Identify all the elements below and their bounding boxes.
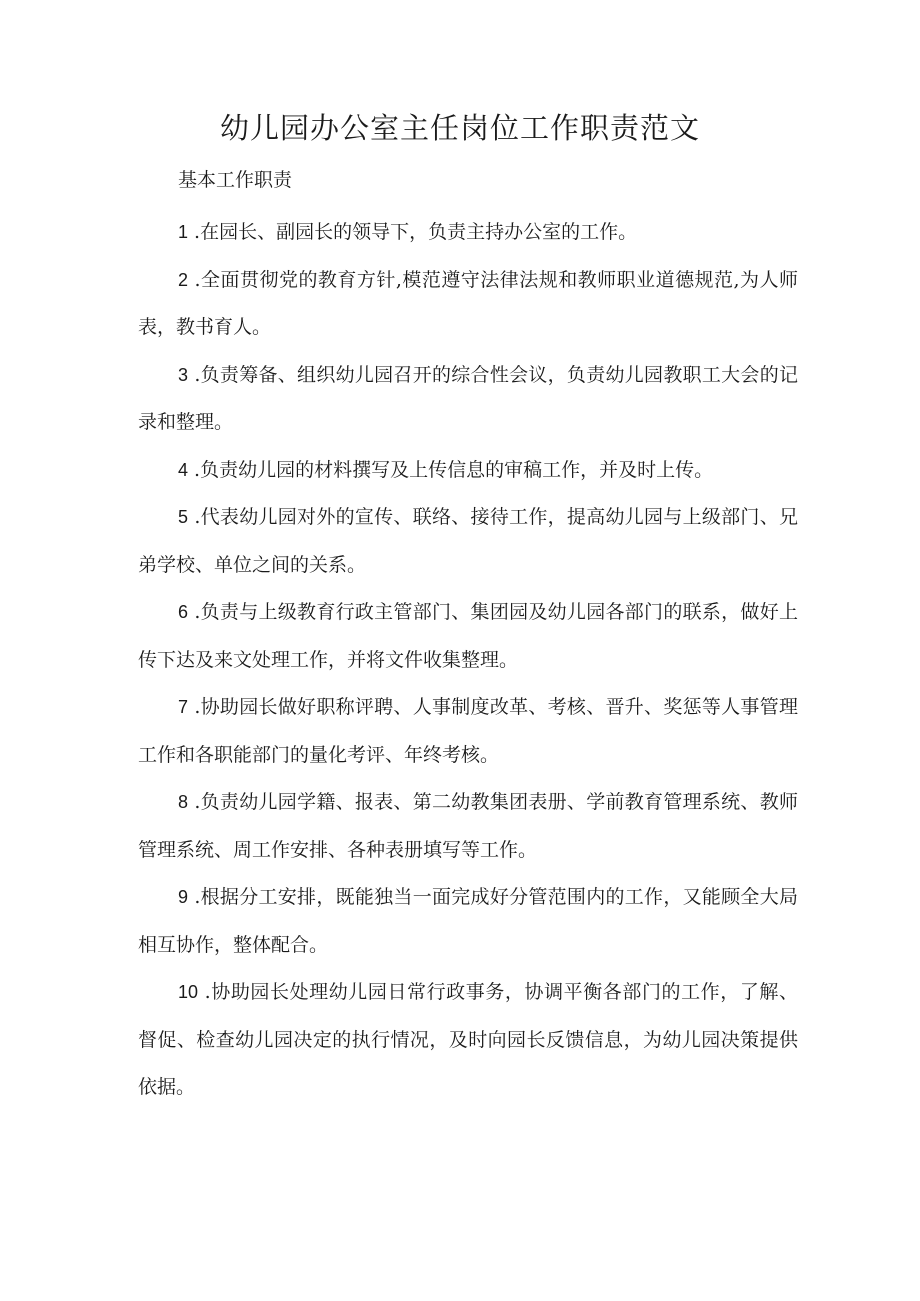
item-text: .在园长、副园长的领导下，负责主持办公室的工作。: [188, 221, 638, 243]
duty-item: [138, 684, 798, 779]
item-text: .负责幼儿园学籍、报表、第二幼教集团表册、学前教育管理系统、教师管理系统、周工作安排、各种表册填写等工作。: [138, 791, 798, 861]
item-number: 7: [178, 697, 189, 717]
item-text: .协助园长处理幼儿园日常行政事务，协调平衡各部门的工作，了解、督促、检查幼儿园决定的执行情况，及时向园长反馈信息，为幼儿园决策提供依据。: [138, 981, 798, 1098]
duty-item: [138, 969, 798, 1112]
item-text: .协助园长做好职称评聘、人事制度改革、考核、晋升、奖惩等人事管理工作和各职能部门的量化考评、年终考核。: [138, 696, 798, 766]
item-number: 1: [178, 222, 189, 242]
item-text: .根据分工安排，既能独当一面完成好分管范围内的工作，又能顾全大局相互协作，整体配合。: [138, 886, 798, 956]
page-title: 幼儿园办公室主任岗位工作职责范文: [219, 111, 700, 145]
item-number: 6: [178, 602, 189, 622]
item-number: 8: [178, 792, 189, 812]
item-number: 2: [178, 269, 189, 290]
item-number: 3: [178, 364, 189, 385]
item-text: .负责筹备、组织幼儿园召开的综合性会议，负责幼儿园教职工大会的记录和整理。: [138, 363, 798, 433]
item-text: .负责幼儿园的材料撰写及上传信息的审稿工作，并及时上传。: [188, 458, 714, 481]
duty-item: [138, 447, 798, 495]
item-text: .负责与上级教育行政主管部门、集团园及幼儿园各部门的联系，做好上传下达及来文处理工作，并将文件收集整理。: [138, 601, 798, 671]
item-number: 4: [178, 459, 189, 480]
duty-item: [138, 494, 798, 589]
duty-item: [138, 779, 798, 874]
item-number: 10: [178, 982, 199, 1002]
section-heading: 基本工作职责: [178, 169, 293, 191]
item-number: 9: [178, 887, 189, 907]
item-text: .全面贯彻党的教育方针,模范遵守法律法规和教师职业道德规范,为人师表，教书育人。: [138, 268, 798, 338]
duty-item: [138, 589, 798, 684]
duty-item: [138, 874, 798, 969]
duty-item: [138, 257, 798, 352]
duty-list: [138, 209, 798, 1112]
duty-item: [138, 352, 798, 447]
item-text: .代表幼儿园对外的宣传、联络、接待工作，提高幼儿园与上级部门、兄弟学校、单位之间的关系。: [138, 506, 798, 576]
item-number: 5: [178, 507, 189, 527]
duty-item: [138, 209, 798, 257]
